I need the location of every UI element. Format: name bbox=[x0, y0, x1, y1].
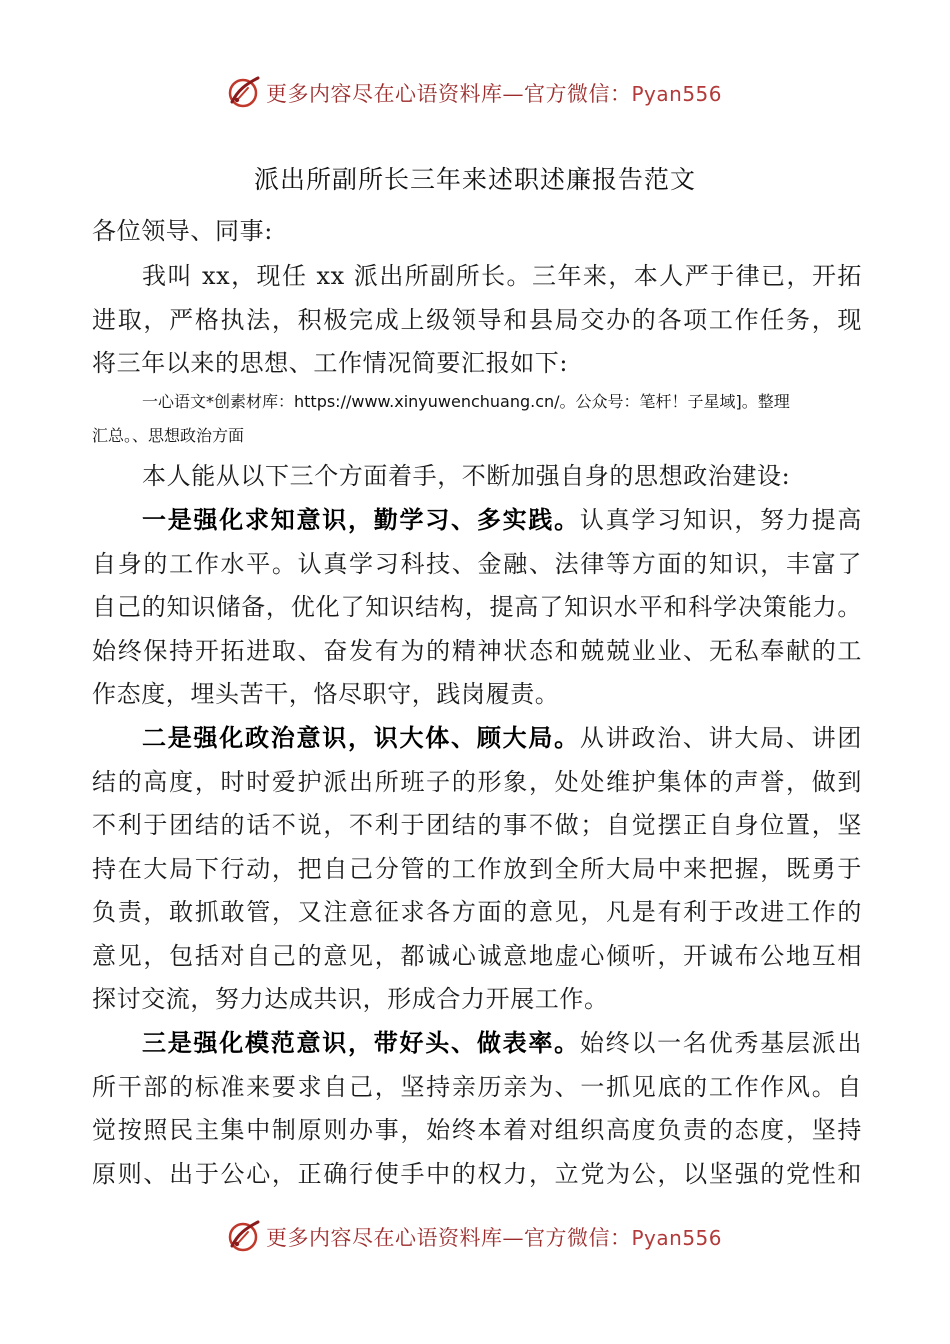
source-note-line-2: 汇总。、思想政治方面 bbox=[92, 426, 245, 445]
point2-line-5: 负责，敢抓敢管，又注意征求各方面的意见，凡是有利于改进工作的 bbox=[92, 898, 862, 926]
intro-line-1: 我叫 xx，现任 xx 派出所副所长。三年来，本人严于律已，开拓 bbox=[142, 262, 862, 290]
point1-line-2: 自身的工作水平。认真学习科技、金融、法律等方面的知识，丰富了 bbox=[92, 550, 862, 578]
section-intro: 本人能从以下三个方面着手，不断加强自身的思想政治建设: bbox=[142, 462, 791, 490]
point1-line-3: 自己的知识储备，优化了知识结构，提高了知识水平和科学决策能力。 bbox=[92, 593, 862, 621]
point3-line-4: 原则、出于公心，正确行使手中的权力，立党为公，以坚强的党性和 bbox=[92, 1160, 862, 1188]
brand-logo-icon bbox=[226, 72, 262, 112]
point1-line-5: 作态度，埋头苦干，恪尽职守，践岗履责。 bbox=[92, 680, 560, 708]
point3-first-line: 三是强化模范意识，带好头、做表率。始终以一名优秀基层派出 bbox=[142, 1028, 862, 1057]
point2-line-7: 探讨交流，努力达成共识，形成合力开展工作。 bbox=[92, 985, 609, 1013]
top-watermark-banner bbox=[0, 68, 950, 118]
point3-line-2: 所干部的标准来要求自己，坚持亲历亲为、一抓见底的工作作风。自 bbox=[92, 1073, 862, 1101]
point1-heading: 一是强化求知意识，勤学习、多实践。 bbox=[142, 505, 580, 534]
point2-line-2: 结的高度，时时爱护派出所班子的形象，处处维护集体的声誉，做到 bbox=[92, 768, 862, 796]
point2-heading: 二是强化政治意识，识大体、顾大局。 bbox=[142, 723, 580, 752]
point2-line-3: 不利于团结的话不说，不利于团结的事不做；自觉摆正自身位置，坚 bbox=[92, 811, 862, 839]
point1-first-line: 一是强化求知意识，勤学习、多实践。认真学习知识，努力提高 bbox=[142, 505, 862, 534]
point3-line-3: 觉按照民主集中制原则办事，始终本着对组织高度负责的态度，坚持 bbox=[92, 1116, 862, 1144]
point2-line-6: 意见，包括对自己的意见，都诚心诚意地虚心倾听，开诚布公地互相 bbox=[92, 942, 862, 970]
point3-heading: 三是强化模范意识，带好头、做表率。 bbox=[142, 1028, 580, 1057]
watermark-slogan: 更多内容尽在心语资料库—官方微信：Pyan556 bbox=[266, 82, 723, 106]
watermark-slogan: 更多内容尽在心语资料库—官方微信：Pyan556 bbox=[266, 1226, 723, 1250]
point2-line-4: 持在大局下行动，把自己分管的工作放到全所大局中来把握，既勇于 bbox=[92, 855, 862, 883]
point2-first-line: 二是强化政治意识，识大体、顾大局。从讲政治、讲大局、讲团 bbox=[142, 723, 862, 752]
greeting: 各位领导、同事: bbox=[92, 217, 273, 245]
bottom-watermark-banner bbox=[0, 1212, 950, 1262]
source-note-line-1: 一心语文*创素材库：https://www.xinyuwenchuang.cn/。公众号：笔杆！子星域]。整理 bbox=[142, 392, 790, 411]
intro-line-2: 进取，严格执法，积极完成上级领导和县局交办的各项工作任务，现 bbox=[92, 306, 862, 334]
point1-line-4: 始终保持开拓进取、奋发有为的精神状态和兢兢业业、无私奉献的工 bbox=[92, 637, 862, 665]
intro-line-3: 将三年以来的思想、工作情况简要汇报如下: bbox=[92, 349, 569, 377]
brand-logo-icon bbox=[226, 1216, 262, 1256]
document-title: 派出所副所长三年来述职述廉报告范文 bbox=[253, 165, 696, 194]
